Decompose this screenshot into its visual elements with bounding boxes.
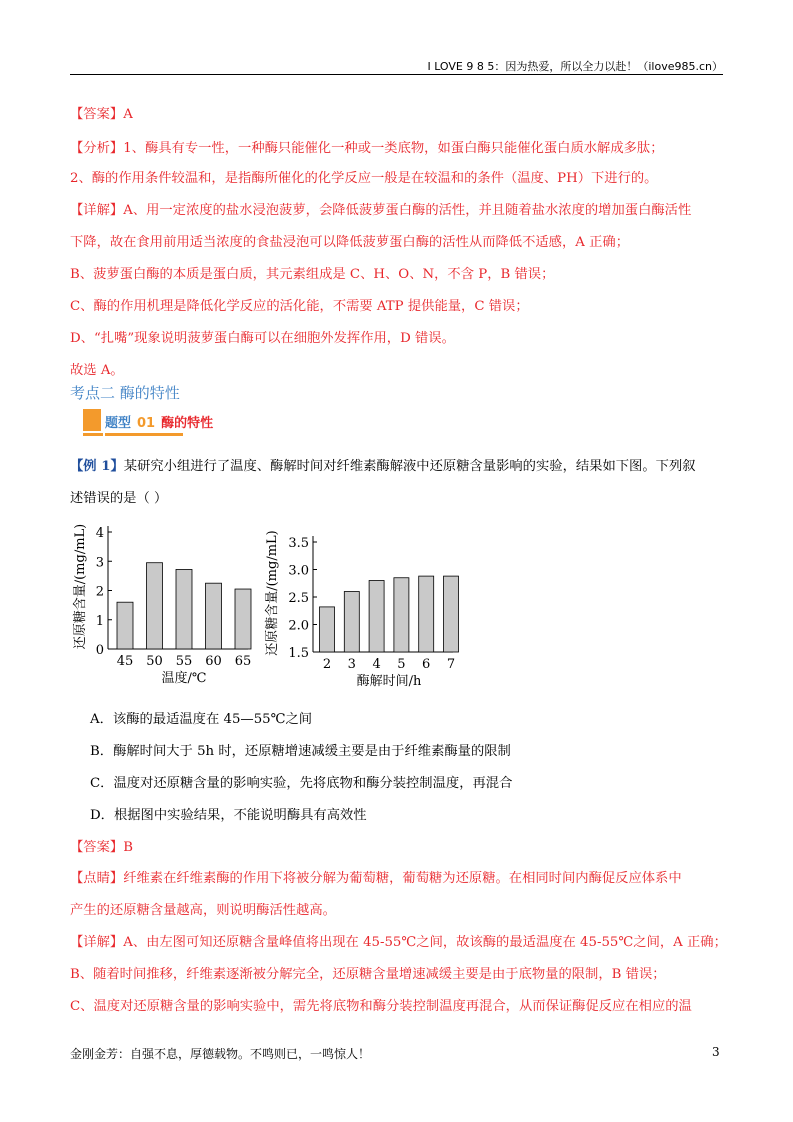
badge-underline-2 <box>105 433 183 436</box>
detail-1-line-3: B、菠萝蛋白酶的本质是蛋白质，其元素组成是 C、H、O、N，不含 P，B 错误； <box>70 267 555 282</box>
detail-1-line-2: 下降，故在食用前用适当浓度的食盐浸泡可以降低菠萝蛋白酶的活性从而降低不适感，A 正确； <box>70 235 629 250</box>
bar <box>394 578 409 652</box>
answer-2-label: 【答案】 <box>70 840 124 855</box>
x-axis-label: 温度/℃ <box>161 671 207 686</box>
analysis-line-1 <box>70 137 664 156</box>
example-label: 【例 1】 <box>70 459 124 474</box>
chart-temperature <box>72 524 251 686</box>
charts-figure <box>0 515 793 695</box>
analysis-text-1: 1、酶具有专一性，一种酶只能催化一种或一类底物，如蛋白酶只能催化蛋白质水解成多肽； <box>123 141 664 156</box>
y-tick-label: 1.5 <box>288 646 309 661</box>
bar <box>320 607 335 652</box>
bar <box>344 592 359 653</box>
section-title: 考点二 酶的特性 <box>70 384 180 402</box>
question-type-badge <box>83 409 253 439</box>
point-label: 【点睛】 <box>70 871 124 886</box>
detail-2-line-3: C、温度对还原糖含量的影响实验中，需先将底物和酶分装控制温度再混合，从而保证酶促反应在相应的温 <box>70 999 692 1014</box>
detail-1-line-4: C、酶的作用机理是降低化学反应的活化能，不需要 ATP 提供能量，C 错误； <box>70 299 529 314</box>
example-line-2: 述错误的是（ ） <box>70 491 168 506</box>
option-b: B．酶解时间大于 5h 时，还原糖增速减缓主要是由于纤维素酶量的限制 <box>90 744 511 759</box>
y-tick-label: 3.0 <box>288 563 309 579</box>
bar <box>147 563 163 649</box>
y-tick-label: 1 <box>95 613 104 629</box>
bar <box>117 602 133 649</box>
page-number: 3 <box>712 1045 720 1059</box>
detail-1-conclusion: 故选 A。 <box>70 363 124 378</box>
detail-1-line-1 <box>70 199 691 218</box>
bar <box>176 569 192 649</box>
detail-2-label: 【详解】 <box>70 935 124 950</box>
badge-kind: 题型 <box>105 416 132 431</box>
header-rule <box>70 74 723 75</box>
bar <box>206 583 222 649</box>
x-tick-label: 5 <box>397 657 406 672</box>
example-text-1: 某研究小组进行了温度、酶解时间对纤维素酶解液中还原糖含量影响的实验，结果如下图。下列叙 <box>123 459 696 474</box>
x-tick-label: 55 <box>175 654 193 669</box>
answer-1-value: A <box>123 107 133 122</box>
answer-2-value: B <box>123 840 133 855</box>
badge-text <box>105 412 213 431</box>
x-tick-label: 50 <box>146 654 163 669</box>
x-tick-label: 6 <box>422 657 431 672</box>
answer-1-label: 【答案】 <box>70 107 124 122</box>
page-header <box>70 58 723 74</box>
option-a: A．该酶的最适温度在 45—55℃之间 <box>90 712 313 727</box>
bar <box>419 576 434 652</box>
point-text-1: 纤维素在纤维素酶的作用下将被分解为葡萄糖，葡萄糖为还原糖。在相同时间内酶促反应体系中 <box>123 871 682 886</box>
point-line-1 <box>70 867 682 886</box>
analysis-label: 【分析】 <box>70 141 124 156</box>
answer-2 <box>70 836 133 855</box>
x-axis-label: 酶解时间/h <box>356 674 422 689</box>
bar <box>444 576 459 652</box>
bar <box>369 581 384 653</box>
chart-time <box>264 530 459 689</box>
y-axis-label: 还原糖含量/(mg/mL) <box>73 523 88 650</box>
detail-2-line-2: B、随着时间推移，纤维素逐渐被分解完全，还原糖含量增速减缓主要是由于底物量的限制，B 错误； <box>70 967 666 982</box>
detail-2-line-1 <box>70 931 727 950</box>
x-tick-label: 7 <box>446 657 456 672</box>
y-tick-label: 0 <box>95 643 104 658</box>
badge-underline <box>83 433 103 436</box>
footer-motto: 金刚金芳：自强不息，厚德载物。不鸣则已，一鸣惊人！ <box>70 1047 371 1061</box>
y-tick-label: 4 <box>95 526 104 541</box>
answer-1 <box>70 103 133 122</box>
analysis-line-2: 2、酶的作用条件较温和，是指酶所催化的化学反应一般是在较温和的条件（温度、PH）下进行的。 <box>70 171 658 186</box>
y-tick-label: 2.0 <box>288 618 309 634</box>
x-tick-label: 4 <box>372 657 381 672</box>
bar <box>235 589 251 649</box>
badge-num: 01 <box>137 416 156 431</box>
x-tick-label: 3 <box>347 657 356 672</box>
y-tick-label: 3.5 <box>288 536 309 551</box>
detail-1-label: 【详解】 <box>70 203 124 218</box>
y-tick-label: 2 <box>95 584 104 600</box>
detail-1-line-5: D、“扎嘴”现象说明菠萝蛋白酶可以在细胞外发挥作用，D 错误。 <box>70 331 455 346</box>
example-line-1 <box>70 455 696 474</box>
y-tick-label: 2.5 <box>288 591 309 606</box>
header-text: I LOVE 9 8 5：因为热爱，所以全力以赴！（ilove985.cn） <box>427 60 723 73</box>
y-tick-label: 3 <box>95 555 104 571</box>
detail-2-text-1: A、由左图可知还原糖含量峰值将出现在 45-55℃之间，故该酶的最适温度在 45-55℃之间，A 正确； <box>123 935 727 950</box>
option-c: C．温度对还原糖含量的影响实验，先将底物和酶分装控制温度，再混合 <box>90 776 513 791</box>
badge-block <box>83 409 101 431</box>
x-tick-label: 60 <box>205 654 222 669</box>
badge-title: 酶的特性 <box>161 416 214 431</box>
point-line-2: 产生的还原糖含量越高，则说明酶活性越高。 <box>70 903 336 918</box>
x-tick-label: 45 <box>116 654 134 669</box>
x-tick-label: 2 <box>322 657 332 672</box>
detail-1-text-1: A、用一定浓度的盐水浸泡菠萝，会降低菠萝蛋白酶的活性，并且随着盐水浓度的增加蛋白酶活性 <box>123 203 692 218</box>
x-tick-label: 65 <box>234 654 252 669</box>
option-d: D．根据图中实验结果，不能说明酶具有高效性 <box>90 808 367 823</box>
y-axis-label: 还原糖含量/(mg/mL) <box>265 530 280 656</box>
